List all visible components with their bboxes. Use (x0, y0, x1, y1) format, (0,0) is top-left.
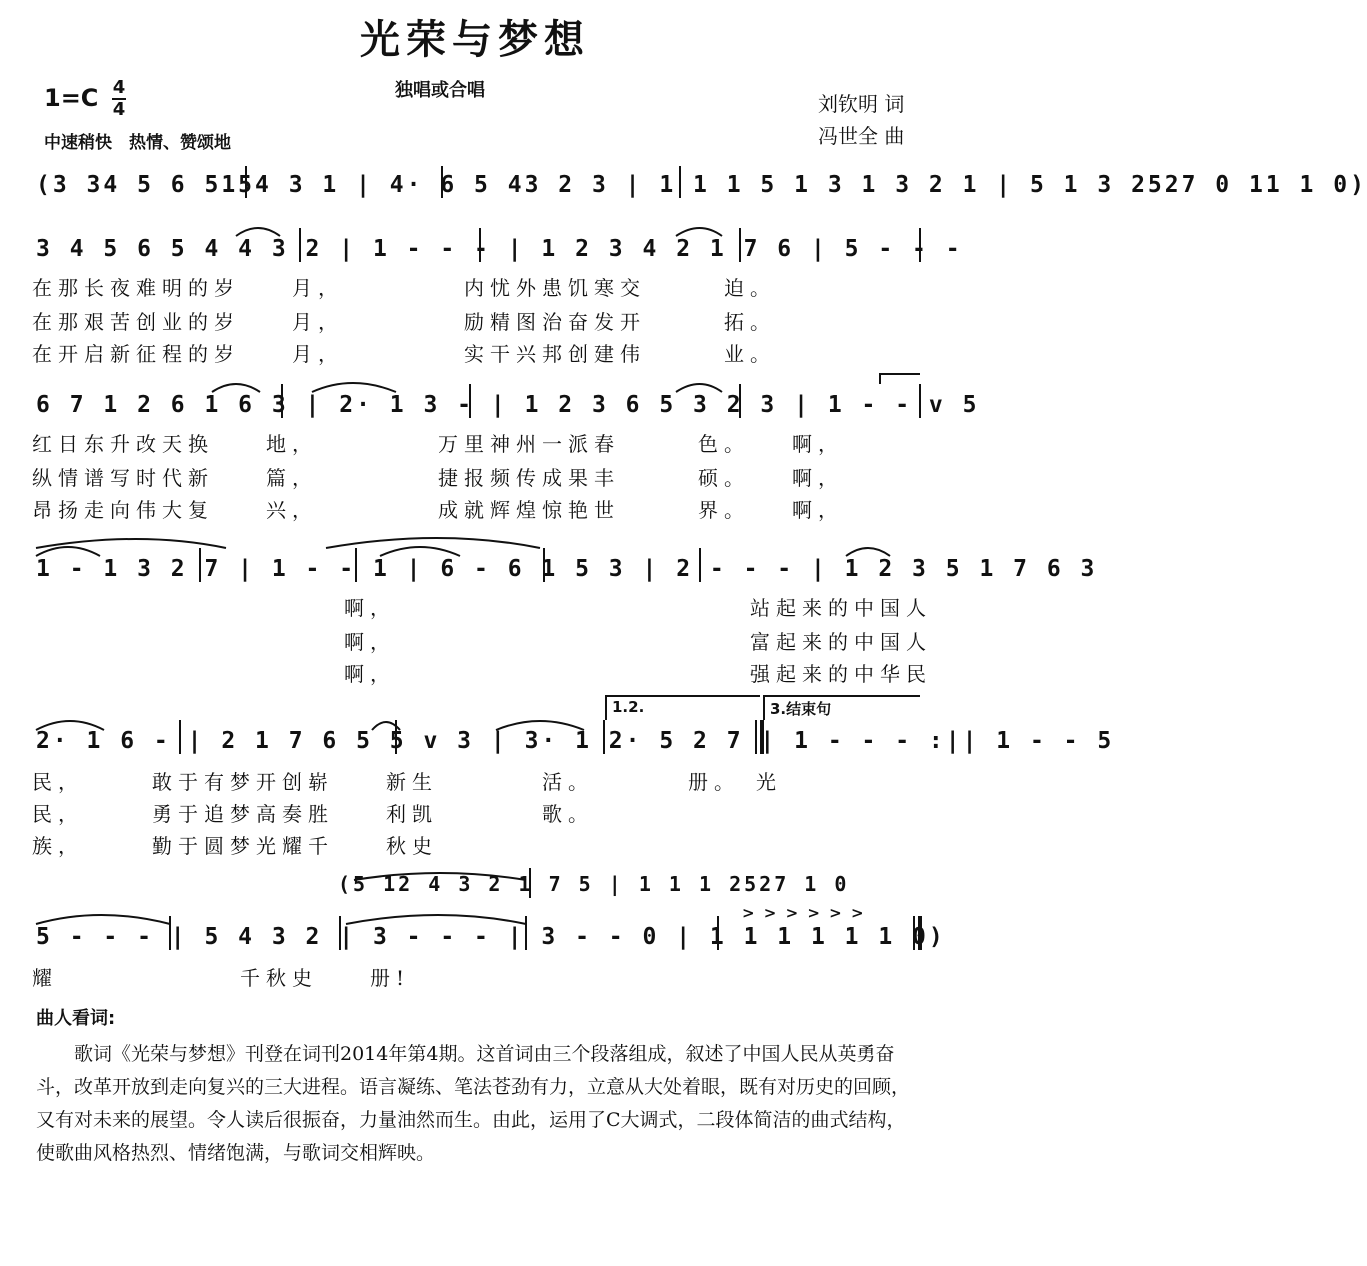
lyrics-row-2-verse-1: 红日东升改天换 地， 万里神州一派春 色。 啊， (32, 432, 844, 456)
volta-first-ending: 1.2. (612, 698, 645, 716)
song-title: 光荣与梦想 (360, 16, 590, 63)
volta-final-ending: 3.结束句 (770, 700, 832, 718)
time-signature-bottom: 4 (112, 99, 126, 120)
key-signature: 1=C (44, 84, 99, 112)
notes-row-5-interlude: (5 12 4 3 2 1 7 5 | 1 1 1 2527 1 0 (338, 872, 850, 896)
time-signature-top: 4 (112, 77, 126, 98)
accent-marks: > > > > > > (742, 904, 866, 922)
lyrics-row-1-verse-1: 在那长夜难明的岁 月， 内忧外患饥寒交 迫。 (32, 276, 776, 300)
notes-row-1: 3 4 5 6 5 4 4 3 2 | 1 - - - | 1 2 3 4 2 1 7 6 | 5 - - - (36, 236, 963, 262)
lyrics-row-3-verse-3: 啊， 强起来的中华民 (32, 662, 932, 686)
lyrics-row-1-verse-3: 在开启新征程的岁 月， 实干兴邦创建伟 业。 (32, 342, 776, 366)
notes-row-intro: (3 34 5 6 5154 3 1 | 4· 6 5 43 2 3 | 1 1 1 5 1 3 1 3 2 1 | 5 1 3 2527 0 11 1 0) (36, 172, 1367, 198)
lyrics-row-3-verse-1: 啊， 站起来的中国人 (32, 596, 932, 620)
lyrics-row-4-verse-1: 民， 敢于有梦开创崭 新生 活。 册。 光 (32, 770, 782, 794)
commentary-body: 歌词《光荣与梦想》刊登在词刊2014年第4期。这首词由三个段落组成，叙述了中国人民从英勇奋斗，改革开放到走向复兴的三大进程。语言凝练、笔法苍劲有力，立意从大处着眼，既有对历史的回顾，又有对未来的展望。令人读后很振奋，力量油然而生。由此，运用了C大调式，二段体简洁的曲式结构，使歌曲风格热烈、情绪饱满，与歌词交相辉映。 (36, 1043, 911, 1164)
tempo-marking: 中速稍快 热情、赞颂地 (44, 133, 231, 153)
lyrics-row-1-verse-2: 在那艰苦创业的岁 月， 励精图治奋发开 拓。 (32, 310, 776, 334)
notes-row-3: 1 - 1 3 2 7 | 1 - - 1 | 6 - 6 1 5 3 | 2 - - - | 1 2 3 5 1 7 6 3 (36, 556, 1098, 582)
notes-row-2: 6 7 1 2 6 1 6 3 | 2· 1 3 - | 1 2 3 6 5 3 2 3 | 1 - - v 5 (36, 392, 980, 418)
lyrics-row-4-verse-2: 民， 勇于追梦高奏胜 利凯 歌。 (32, 802, 594, 826)
composer-credit: 冯世全 曲 (818, 124, 905, 148)
lyricist-credit: 刘钦明 词 (818, 92, 905, 116)
lyrics-row-3-verse-2: 啊， 富起来的中国人 (32, 630, 932, 654)
lyrics-row-5: 耀 千秋史 册! (32, 966, 411, 990)
notes-row-4: 2· 1 6 - | 2 1 7 6 5 5 v 3 | 3· 1 2· 5 2 7 | 1 - - - :|| 1 - - 5 (36, 728, 1115, 754)
commentary-heading: 曲人看词: (36, 1008, 116, 1029)
lyrics-row-4-verse-3: 族， 勤于圆梦光耀千 秋史 (32, 834, 438, 858)
lyrics-row-2-verse-2: 纵情谱写时代新 篇， 捷报频传成果丰 硕。 啊， (32, 466, 844, 490)
performance-type: 独唱或合唱 (395, 80, 485, 101)
lyrics-row-2-verse-3: 昂扬走向伟大复 兴， 成就辉煌惊艳世 界。 啊， (32, 498, 844, 522)
notes-row-5: 5 - - - | 5 4 3 2 | 3 - - - | 3 - - 0 | 1 1 1 1 1 1 0) (36, 924, 946, 950)
